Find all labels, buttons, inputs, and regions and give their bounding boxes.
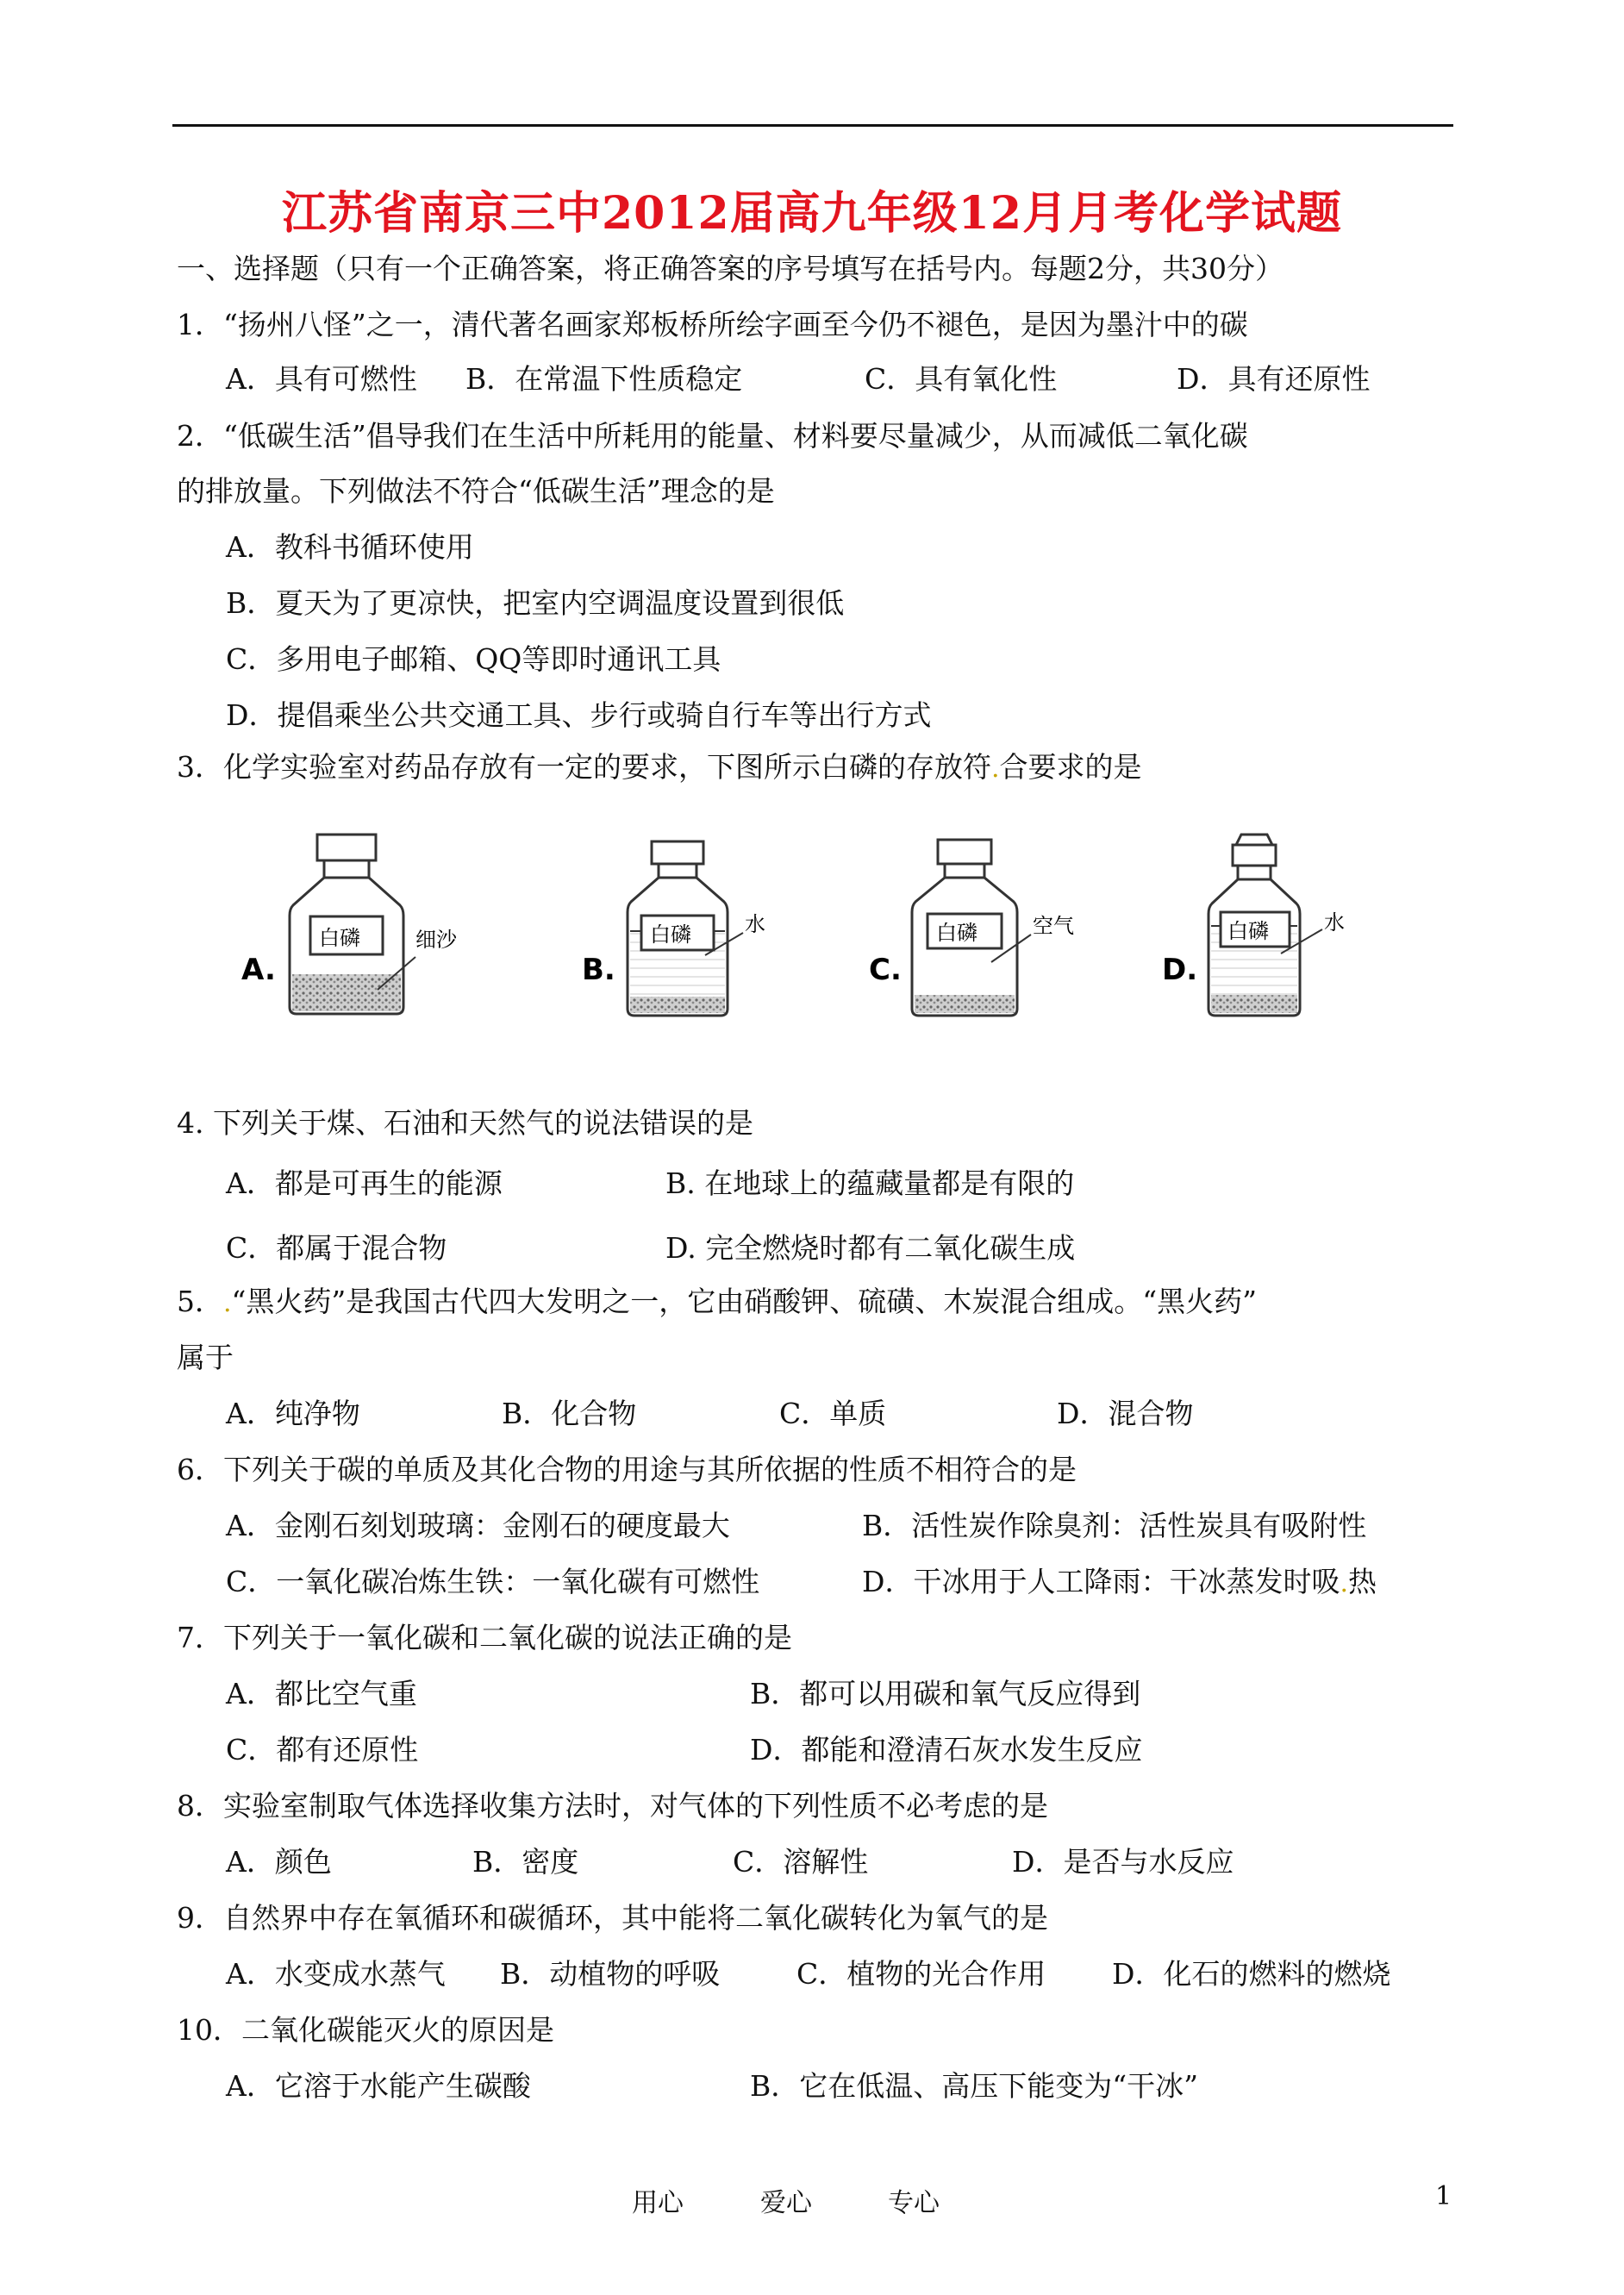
q2-option-d: D．提倡乘坐公共交通工具、步行或骑自行车等出行方式	[226, 698, 932, 732]
q5-stem	[177, 1285, 1257, 1321]
bottle-a-letter: A.	[241, 953, 276, 987]
bottle-b	[582, 841, 765, 1016]
q5-option-b: B．化合物	[502, 1397, 637, 1430]
q10-stem: 10．二氧化碳能灭火的原因是	[177, 2013, 554, 2047]
q9-option-d: D．化石的燃料的燃烧	[1112, 1957, 1391, 1991]
emphasis-dot-icon: .	[991, 754, 1000, 784]
q5-stem-text: “黑火药”是我国古代四大发明之一，它由硝酸钾、硫磺、木炭混合组成。“黑火药”	[231, 1285, 1258, 1318]
q6-option-c: C．一氧化碳冶炼生铁：一氧化碳有可燃性	[226, 1565, 760, 1598]
q4-stem: 4. 下列关于煤、石油和天然气的说法错误的是	[177, 1106, 753, 1140]
q9-option-b: B．动植物的呼吸	[500, 1957, 721, 1991]
q10-option-b: B．它在低温、高压下能变为“干冰”	[750, 2069, 1198, 2103]
bottle-d-label: 白磷	[1227, 919, 1269, 943]
q8-option-c: C．溶解性	[733, 1845, 869, 1879]
q8-option-b: B．密度	[472, 1845, 579, 1879]
q1-option-a: A．具有可燃性	[226, 362, 417, 396]
emphasis-dot-icon: .	[223, 1288, 232, 1318]
q6-option-d-text: D．干冰用于人工降雨：干冰蒸发时吸	[862, 1565, 1340, 1598]
q6-option-d-text-end: 热	[1348, 1565, 1377, 1598]
q4-option-a: A．都是可再生的能源	[226, 1166, 503, 1200]
bottle-b-label: 白磷	[650, 922, 691, 947]
q9-option-a: A．水变成水蒸气	[226, 1957, 446, 1991]
q2-stem-line1: 2．“低碳生活”倡导我们在生活中所耗用的能量、材料要尽量减少，从而减低二氧化碳	[177, 419, 1248, 453]
q4-option-d: D. 完全燃烧时都有二氧化碳生成	[665, 1231, 1076, 1265]
q4-option-c: C．都属于混合物	[226, 1231, 447, 1265]
bottle-c-content: 空气	[1033, 914, 1074, 938]
q1-option-b: B．在常温下性质稳定	[465, 362, 743, 396]
q2-stem-line2: 的排放量。下列做法不符合“低碳生活”理念的是	[177, 474, 775, 508]
q7-option-d: D．都能和澄清石灰水发生反应	[750, 1733, 1143, 1767]
q6-stem: 6．下列关于碳的单质及其化合物的用途与其所依据的性质不相符合的是	[177, 1453, 1077, 1486]
q2-option-c: C．多用电子邮箱、QQ等即时通讯工具	[226, 642, 721, 676]
bottle-d-content: 水	[1324, 910, 1345, 935]
q4-option-b: B. 在地球上的蕴藏量都是有限的	[665, 1166, 1075, 1200]
bottle-c	[869, 840, 1074, 1016]
bottle-d-letter: D.	[1162, 953, 1198, 987]
q6-option-d	[862, 1565, 1377, 1601]
page-number: 1	[1435, 2181, 1452, 2211]
reagent-bottles-figure	[233, 826, 1483, 1050]
q10-option-a: A．它溶于水能产生碳酸	[226, 2069, 531, 2103]
footer-mid: 爱心	[760, 2188, 812, 2218]
q3-stem-text-end: 合要求的是	[999, 750, 1142, 784]
bottle-c-label: 白磷	[936, 921, 978, 945]
q5-option-d: D．混合物	[1057, 1397, 1194, 1430]
q1-option-d: D．具有还原性	[1177, 362, 1371, 396]
bottle-b-content: 水	[745, 912, 765, 936]
page-title: 江苏省南京三中2012届高九年级12月月考化学试题	[281, 187, 1343, 240]
q1-option-c: C．具有氧化性	[865, 362, 1058, 396]
footer-right: 专心	[888, 2188, 940, 2218]
q5-stem-line2: 属于	[177, 1341, 234, 1374]
q5-number: 5．	[177, 1285, 223, 1318]
q9-stem: 9．自然界中存在氧循环和碳循环，其中能将二氧化碳转化为氧气的是	[177, 1901, 1048, 1935]
q3-stem	[177, 750, 1142, 786]
q6-option-b: B．活性炭作除臭剂：活性炭具有吸附性	[862, 1509, 1367, 1542]
section-heading: 一、选择题（只有一个正确答案，将正确答案的序号填写在括号内。每题2分，共30分）	[177, 252, 1284, 285]
q6-option-a: A．金刚石刻划玻璃：金刚石的硬度最大	[226, 1509, 730, 1542]
bottle-a	[241, 835, 458, 1014]
bottle-d	[1162, 835, 1345, 1016]
bottle-a-content: 细沙	[415, 928, 457, 952]
emphasis-dot-icon: .	[1340, 1568, 1349, 1598]
q9-option-c: C．植物的光合作用	[796, 1957, 1046, 1991]
bottle-a-label: 白磷	[319, 926, 360, 950]
q7-option-c: C．都有还原性	[226, 1733, 419, 1767]
footer-left: 用心	[632, 2188, 684, 2218]
q5-option-c: C．单质	[779, 1397, 887, 1430]
header-rule	[172, 124, 1453, 127]
bottle-c-letter: C.	[869, 953, 902, 987]
q8-option-d: D．是否与水反应	[1012, 1845, 1234, 1879]
q1-stem: 1．“扬州八怪”之一，清代著名画家郑板桥所绘字画至今仍不褪色，是因为墨汁中的碳	[177, 308, 1248, 341]
q7-option-a: A．都比空气重	[226, 1677, 417, 1710]
q7-stem: 7．下列关于一氧化碳和二氧化碳的说法正确的是	[177, 1621, 792, 1654]
bottle-b-letter: B.	[582, 953, 615, 987]
q2-option-b: B．夏天为了更凉快，把室内空调温度设置到很低	[226, 586, 845, 620]
q2-option-a: A．教科书循环使用	[226, 530, 474, 564]
q8-stem: 8．实验室制取气体选择收集方法时，对气体的下列性质不必考虑的是	[177, 1789, 1048, 1823]
q8-option-a: A．颜色	[226, 1845, 332, 1879]
q5-option-a: A．纯净物	[226, 1397, 360, 1430]
q7-option-b: B．都可以用碳和氧气反应得到	[750, 1677, 1141, 1710]
q3-stem-text: 3．化学实验室对药品存放有一定的要求，下图所示白磷的存放符	[177, 750, 991, 784]
